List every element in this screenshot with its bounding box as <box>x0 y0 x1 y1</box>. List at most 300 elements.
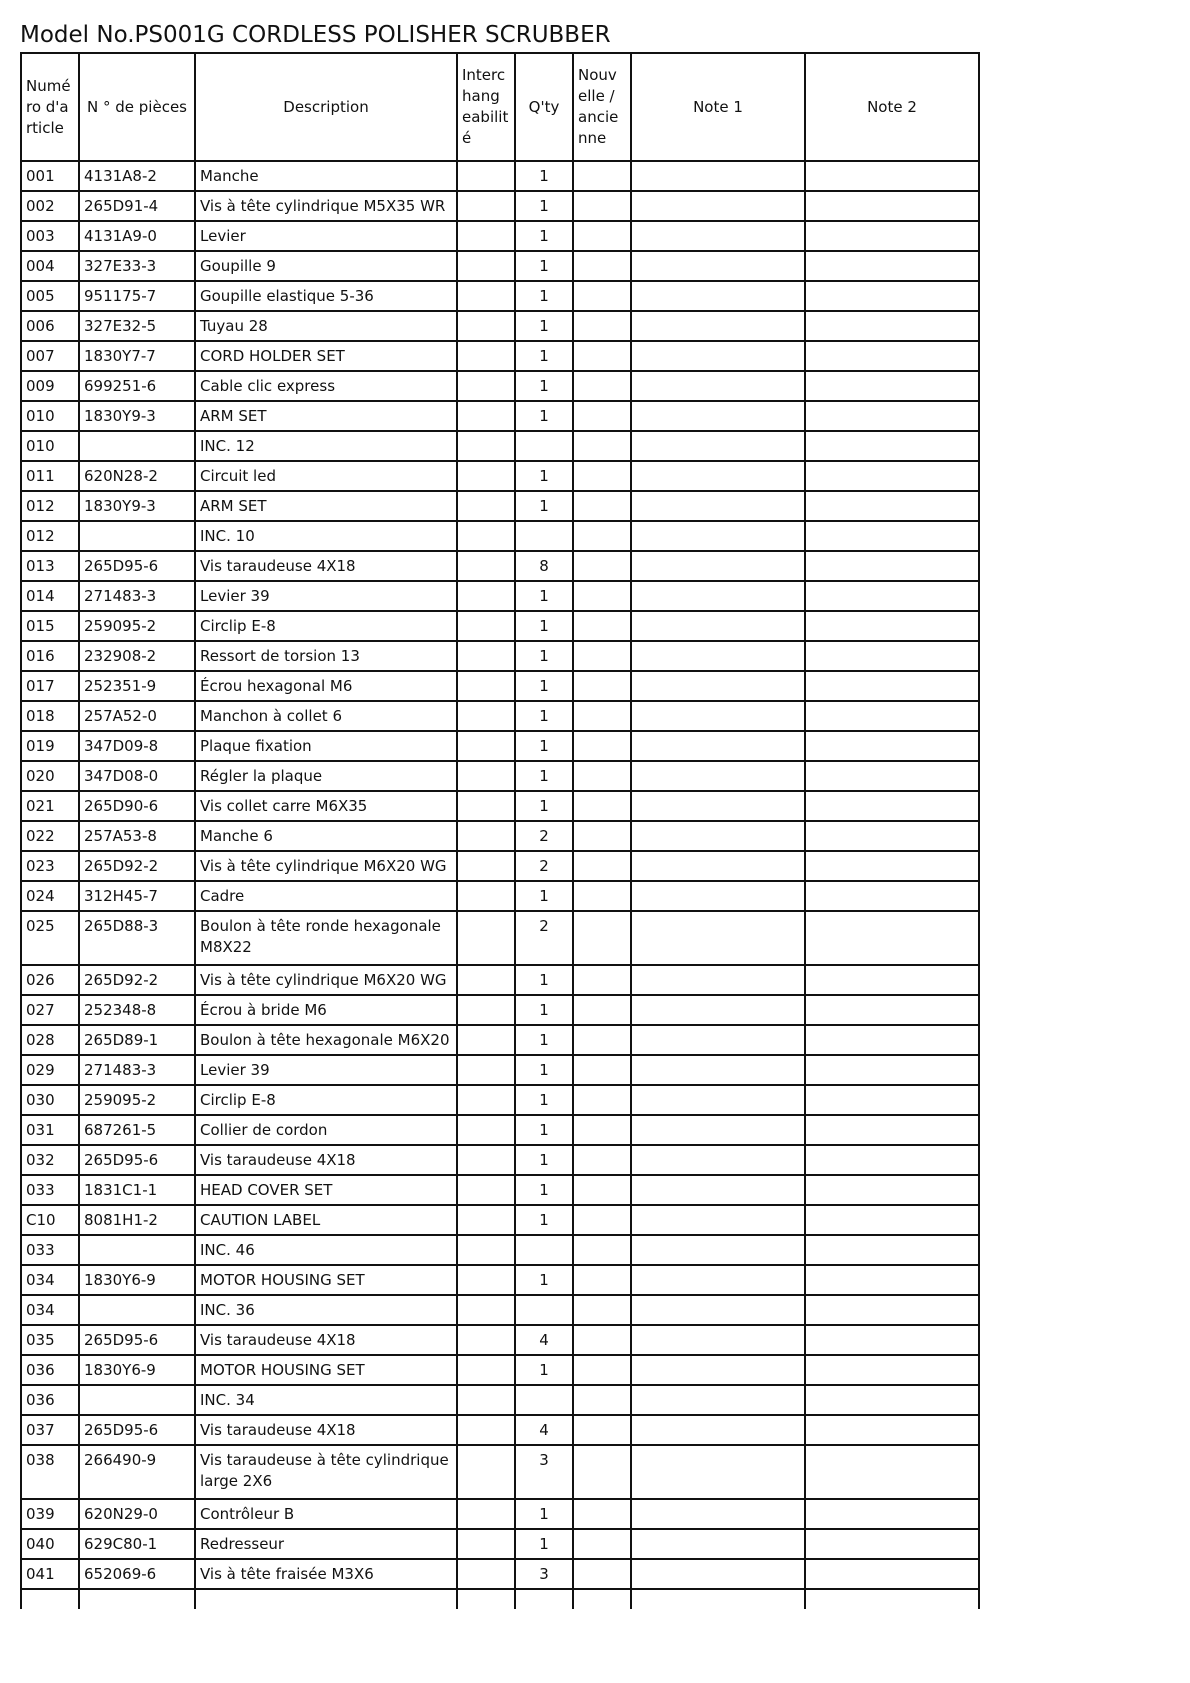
interchangeability-cell <box>457 1265 515 1295</box>
note-2-cell <box>805 911 979 965</box>
table-row <box>21 1559 979 1589</box>
item-number-cell: 033 <box>21 1175 79 1205</box>
interchangeability-cell <box>457 1559 515 1589</box>
quantity-cell: 1 <box>515 1145 573 1175</box>
new-old-cell <box>573 701 631 731</box>
part-number-cell: 265D88-3 <box>79 911 195 965</box>
new-old-cell <box>573 221 631 251</box>
description-cell: ARM SET <box>195 401 457 431</box>
header-quantity: Q'ty <box>515 53 573 161</box>
item-number-cell: 022 <box>21 821 79 851</box>
interchangeability-cell <box>457 701 515 731</box>
quantity-cell: 1 <box>515 701 573 731</box>
description-cell: Vis à tête cylindrique M5X35 WR <box>195 191 457 221</box>
description-cell: CORD HOLDER SET <box>195 341 457 371</box>
item-number-cell: 037 <box>21 1415 79 1445</box>
table-row <box>21 1205 979 1235</box>
new-old-cell <box>573 641 631 671</box>
note-2-cell <box>805 581 979 611</box>
quantity-cell: 1 <box>515 1115 573 1145</box>
quantity-cell: 1 <box>515 341 573 371</box>
table-row <box>21 1055 979 1085</box>
note-2-cell <box>805 551 979 581</box>
note-1-cell <box>631 1529 805 1559</box>
table-row <box>21 1385 979 1415</box>
item-number-cell: 004 <box>21 251 79 281</box>
item-number-cell: 021 <box>21 791 79 821</box>
quantity-cell: 1 <box>515 581 573 611</box>
empty-cell <box>805 1589 979 1609</box>
note-1-cell <box>631 251 805 281</box>
item-number-cell: 016 <box>21 641 79 671</box>
part-number-cell: 8081H1-2 <box>79 1205 195 1235</box>
interchangeability-cell <box>457 965 515 995</box>
interchangeability-cell <box>457 791 515 821</box>
new-old-cell <box>573 551 631 581</box>
description-cell: Vis collet carre M6X35 <box>195 791 457 821</box>
item-number-cell: 030 <box>21 1085 79 1115</box>
item-number-cell: C10 <box>21 1205 79 1235</box>
new-old-cell <box>573 965 631 995</box>
description-cell: Manchon à collet 6 <box>195 701 457 731</box>
quantity-cell: 1 <box>515 401 573 431</box>
table-header-row <box>21 53 979 161</box>
part-number-cell <box>79 1235 195 1265</box>
note-2-cell <box>805 965 979 995</box>
note-1-cell <box>631 1205 805 1235</box>
note-1-cell <box>631 1025 805 1055</box>
description-cell: Goupille 9 <box>195 251 457 281</box>
part-number-cell <box>79 521 195 551</box>
description-cell: INC. 46 <box>195 1235 457 1265</box>
header-interchangeability: Interc hang eabilit é <box>457 53 515 161</box>
item-number-cell: 026 <box>21 965 79 995</box>
new-old-cell <box>573 1055 631 1085</box>
interchangeability-cell <box>457 881 515 911</box>
quantity-cell: 1 <box>515 761 573 791</box>
new-old-cell <box>573 341 631 371</box>
note-2-cell <box>805 761 979 791</box>
table-row <box>21 1529 979 1559</box>
item-number-cell: 002 <box>21 191 79 221</box>
note-2-cell <box>805 1025 979 1055</box>
quantity-cell: 1 <box>515 1529 573 1559</box>
item-number-cell: 036 <box>21 1355 79 1385</box>
note-2-cell <box>805 161 979 191</box>
new-old-cell <box>573 1295 631 1325</box>
new-old-cell <box>573 1235 631 1265</box>
new-old-cell <box>573 1025 631 1055</box>
interchangeability-cell <box>457 641 515 671</box>
note-1-cell <box>631 1325 805 1355</box>
interchangeability-cell <box>457 671 515 701</box>
table-row <box>21 701 979 731</box>
quantity-cell <box>515 521 573 551</box>
note-1-cell <box>631 1115 805 1145</box>
item-number-cell: 013 <box>21 551 79 581</box>
new-old-cell <box>573 671 631 701</box>
item-number-cell: 038 <box>21 1445 79 1499</box>
item-number-cell: 023 <box>21 851 79 881</box>
note-1-cell <box>631 401 805 431</box>
quantity-cell: 1 <box>515 371 573 401</box>
note-1-cell <box>631 311 805 341</box>
parts-table <box>20 52 980 1609</box>
part-number-cell: 347D09-8 <box>79 731 195 761</box>
new-old-cell <box>573 1175 631 1205</box>
description-cell: Levier 39 <box>195 1055 457 1085</box>
note-1-cell <box>631 1415 805 1445</box>
table-body <box>21 161 979 1609</box>
interchangeability-cell <box>457 161 515 191</box>
new-old-cell <box>573 1355 631 1385</box>
description-cell: Régler la plaque <box>195 761 457 791</box>
quantity-cell: 4 <box>515 1415 573 1445</box>
table-row <box>21 1415 979 1445</box>
table-row <box>21 431 979 461</box>
quantity-cell: 4 <box>515 1325 573 1355</box>
part-number-cell: 652069-6 <box>79 1559 195 1589</box>
item-number-cell: 019 <box>21 731 79 761</box>
note-2-cell <box>805 701 979 731</box>
quantity-cell: 1 <box>515 161 573 191</box>
note-2-cell <box>805 281 979 311</box>
quantity-cell <box>515 431 573 461</box>
table-row <box>21 1295 979 1325</box>
part-number-cell: 699251-6 <box>79 371 195 401</box>
note-2-cell <box>805 461 979 491</box>
table-row <box>21 251 979 281</box>
interchangeability-cell <box>457 1055 515 1085</box>
new-old-cell <box>573 1205 631 1235</box>
quantity-cell: 2 <box>515 851 573 881</box>
note-2-cell <box>805 641 979 671</box>
table-row <box>21 1025 979 1055</box>
note-1-cell <box>631 965 805 995</box>
note-2-cell <box>805 791 979 821</box>
quantity-cell: 1 <box>515 251 573 281</box>
new-old-cell <box>573 1415 631 1445</box>
quantity-cell <box>515 1235 573 1265</box>
item-number-cell: 014 <box>21 581 79 611</box>
new-old-cell <box>573 851 631 881</box>
quantity-cell: 1 <box>515 1055 573 1085</box>
description-cell: Vis taraudeuse 4X18 <box>195 551 457 581</box>
note-1-cell <box>631 461 805 491</box>
table-row <box>21 371 979 401</box>
note-1-cell <box>631 995 805 1025</box>
note-2-cell <box>805 1235 979 1265</box>
interchangeability-cell <box>457 371 515 401</box>
table-row <box>21 881 979 911</box>
item-number-cell: 009 <box>21 371 79 401</box>
interchangeability-cell <box>457 1325 515 1355</box>
interchangeability-cell <box>457 1205 515 1235</box>
new-old-cell <box>573 251 631 281</box>
quantity-cell: 1 <box>515 641 573 671</box>
part-number-cell: 951175-7 <box>79 281 195 311</box>
note-1-cell <box>631 1445 805 1499</box>
quantity-cell: 1 <box>515 611 573 641</box>
quantity-cell: 3 <box>515 1445 573 1499</box>
part-number-cell: 265D89-1 <box>79 1025 195 1055</box>
item-number-cell: 001 <box>21 161 79 191</box>
description-cell: Vis à tête cylindrique M6X20 WG <box>195 851 457 881</box>
new-old-cell <box>573 191 631 221</box>
note-2-cell <box>805 611 979 641</box>
item-number-cell: 035 <box>21 1325 79 1355</box>
table-row <box>21 1499 979 1529</box>
note-2-cell <box>805 1325 979 1355</box>
description-cell: Cadre <box>195 881 457 911</box>
item-number-cell: 010 <box>21 401 79 431</box>
part-number-cell: 271483-3 <box>79 581 195 611</box>
table-row <box>21 1355 979 1385</box>
note-1-cell <box>631 371 805 401</box>
new-old-cell <box>573 581 631 611</box>
part-number-cell: 327E32-5 <box>79 311 195 341</box>
description-cell: Boulon à tête ronde hexagonale M8X22 <box>195 911 457 965</box>
table-row <box>21 401 979 431</box>
table-row <box>21 641 979 671</box>
note-1-cell <box>631 1295 805 1325</box>
description-cell: Circlip E-8 <box>195 611 457 641</box>
new-old-cell <box>573 1385 631 1415</box>
table-row <box>21 965 979 995</box>
interchangeability-cell <box>457 611 515 641</box>
note-2-cell <box>805 1445 979 1499</box>
description-cell: Vis taraudeuse 4X18 <box>195 1415 457 1445</box>
item-number-cell: 024 <box>21 881 79 911</box>
part-number-cell <box>79 1385 195 1415</box>
table-row <box>21 1265 979 1295</box>
description-cell: INC. 12 <box>195 431 457 461</box>
interchangeability-cell <box>457 1025 515 1055</box>
note-1-cell <box>631 221 805 251</box>
description-cell: MOTOR HOUSING SET <box>195 1355 457 1385</box>
description-cell: ARM SET <box>195 491 457 521</box>
description-cell: INC. 34 <box>195 1385 457 1415</box>
description-cell: Vis taraudeuse 4X18 <box>195 1325 457 1355</box>
part-number-cell: 620N29-0 <box>79 1499 195 1529</box>
item-number-cell: 040 <box>21 1529 79 1559</box>
table-row <box>21 461 979 491</box>
note-2-cell <box>805 1265 979 1295</box>
interchangeability-cell <box>457 1355 515 1385</box>
empty-cell <box>21 1589 79 1609</box>
interchangeability-cell <box>457 1385 515 1415</box>
new-old-cell <box>573 1499 631 1529</box>
quantity-cell: 2 <box>515 821 573 851</box>
note-1-cell <box>631 1235 805 1265</box>
interchangeability-cell <box>457 1175 515 1205</box>
interchangeability-cell <box>457 1529 515 1559</box>
interchangeability-cell <box>457 221 515 251</box>
new-old-cell <box>573 491 631 521</box>
note-2-cell <box>805 311 979 341</box>
table-row <box>21 791 979 821</box>
quantity-cell: 1 <box>515 491 573 521</box>
part-number-cell: 257A52-0 <box>79 701 195 731</box>
note-1-cell <box>631 881 805 911</box>
new-old-cell <box>573 1325 631 1355</box>
table-row <box>21 1445 979 1499</box>
table-row <box>21 311 979 341</box>
note-1-cell <box>631 161 805 191</box>
new-old-cell <box>573 1145 631 1175</box>
item-number-cell: 005 <box>21 281 79 311</box>
note-2-cell <box>805 401 979 431</box>
note-1-cell <box>631 1559 805 1589</box>
note-2-cell <box>805 1499 979 1529</box>
note-2-cell <box>805 1355 979 1385</box>
description-cell: Vis à tête cylindrique M6X20 WG <box>195 965 457 995</box>
part-number-cell: 259095-2 <box>79 1085 195 1115</box>
part-number-cell: 1830Y7-7 <box>79 341 195 371</box>
new-old-cell <box>573 881 631 911</box>
part-number-cell: 1830Y6-9 <box>79 1355 195 1385</box>
table-row-partial <box>21 1589 979 1609</box>
item-number-cell: 007 <box>21 341 79 371</box>
note-1-cell <box>631 191 805 221</box>
part-number-cell <box>79 1295 195 1325</box>
new-old-cell <box>573 731 631 761</box>
interchangeability-cell <box>457 461 515 491</box>
description-cell: Écrou à bride M6 <box>195 995 457 1025</box>
part-number-cell: 257A53-8 <box>79 821 195 851</box>
quantity-cell: 1 <box>515 671 573 701</box>
interchangeability-cell <box>457 191 515 221</box>
table-row <box>21 1115 979 1145</box>
interchangeability-cell <box>457 341 515 371</box>
note-2-cell <box>805 341 979 371</box>
description-cell: Levier 39 <box>195 581 457 611</box>
note-2-cell <box>805 1529 979 1559</box>
quantity-cell: 1 <box>515 1499 573 1529</box>
quantity-cell: 1 <box>515 1085 573 1115</box>
note-2-cell <box>805 1115 979 1145</box>
note-1-cell <box>631 1385 805 1415</box>
new-old-cell <box>573 311 631 341</box>
quantity-cell: 1 <box>515 1025 573 1055</box>
description-cell: Tuyau 28 <box>195 311 457 341</box>
quantity-cell: 1 <box>515 1265 573 1295</box>
note-1-cell <box>631 851 805 881</box>
item-number-cell: 031 <box>21 1115 79 1145</box>
part-number-cell: 1830Y6-9 <box>79 1265 195 1295</box>
item-number-cell: 003 <box>21 221 79 251</box>
description-cell: Manche <box>195 161 457 191</box>
empty-cell <box>457 1589 515 1609</box>
interchangeability-cell <box>457 551 515 581</box>
part-number-cell: 265D95-6 <box>79 1325 195 1355</box>
interchangeability-cell <box>457 581 515 611</box>
description-cell: Ressort de torsion 13 <box>195 641 457 671</box>
item-number-cell: 033 <box>21 1235 79 1265</box>
description-cell: Levier <box>195 221 457 251</box>
note-2-cell <box>805 1055 979 1085</box>
description-cell: INC. 10 <box>195 521 457 551</box>
table-row <box>21 761 979 791</box>
item-number-cell: 036 <box>21 1385 79 1415</box>
interchangeability-cell <box>457 1499 515 1529</box>
item-number-cell: 015 <box>21 611 79 641</box>
note-2-cell <box>805 1415 979 1445</box>
description-cell: MOTOR HOUSING SET <box>195 1265 457 1295</box>
note-1-cell <box>631 791 805 821</box>
description-cell: Circlip E-8 <box>195 1085 457 1115</box>
note-1-cell <box>631 551 805 581</box>
part-number-cell: 1830Y9-3 <box>79 401 195 431</box>
note-1-cell <box>631 1265 805 1295</box>
note-1-cell <box>631 671 805 701</box>
new-old-cell <box>573 791 631 821</box>
quantity-cell: 1 <box>515 1175 573 1205</box>
note-2-cell <box>805 431 979 461</box>
quantity-cell: 1 <box>515 1205 573 1235</box>
quantity-cell <box>515 1295 573 1325</box>
note-2-cell <box>805 1085 979 1115</box>
new-old-cell <box>573 371 631 401</box>
interchangeability-cell <box>457 431 515 461</box>
header-item-number: Numé ro d'a rticle <box>21 53 79 161</box>
description-cell: Vis taraudeuse à tête cylindrique large 2X6 <box>195 1445 457 1499</box>
interchangeability-cell <box>457 761 515 791</box>
item-number-cell: 032 <box>21 1145 79 1175</box>
description-cell: Plaque fixation <box>195 731 457 761</box>
quantity-cell: 1 <box>515 881 573 911</box>
part-number-cell: 265D92-2 <box>79 965 195 995</box>
part-number-cell: 265D95-6 <box>79 1145 195 1175</box>
new-old-cell <box>573 281 631 311</box>
interchangeability-cell <box>457 851 515 881</box>
interchangeability-cell <box>457 311 515 341</box>
new-old-cell <box>573 401 631 431</box>
table-row <box>21 1235 979 1265</box>
item-number-cell: 025 <box>21 911 79 965</box>
interchangeability-cell <box>457 401 515 431</box>
table-row <box>21 1085 979 1115</box>
part-number-cell: 259095-2 <box>79 611 195 641</box>
part-number-cell: 252351-9 <box>79 671 195 701</box>
item-number-cell: 017 <box>21 671 79 701</box>
description-cell: INC. 36 <box>195 1295 457 1325</box>
item-number-cell: 006 <box>21 311 79 341</box>
table-row <box>21 281 979 311</box>
interchangeability-cell <box>457 251 515 281</box>
interchangeability-cell <box>457 995 515 1025</box>
interchangeability-cell <box>457 1085 515 1115</box>
note-1-cell <box>631 281 805 311</box>
interchangeability-cell <box>457 1295 515 1325</box>
item-number-cell: 018 <box>21 701 79 731</box>
note-2-cell <box>805 995 979 1025</box>
table-row <box>21 671 979 701</box>
interchangeability-cell <box>457 1235 515 1265</box>
note-1-cell <box>631 491 805 521</box>
table-row <box>21 731 979 761</box>
note-1-cell <box>631 641 805 671</box>
table-row <box>21 221 979 251</box>
interchangeability-cell <box>457 911 515 965</box>
note-2-cell <box>805 371 979 401</box>
part-number-cell: 265D95-6 <box>79 1415 195 1445</box>
item-number-cell: 020 <box>21 761 79 791</box>
note-2-cell <box>805 851 979 881</box>
empty-cell <box>195 1589 457 1609</box>
description-cell: CAUTION LABEL <box>195 1205 457 1235</box>
table-row <box>21 1325 979 1355</box>
